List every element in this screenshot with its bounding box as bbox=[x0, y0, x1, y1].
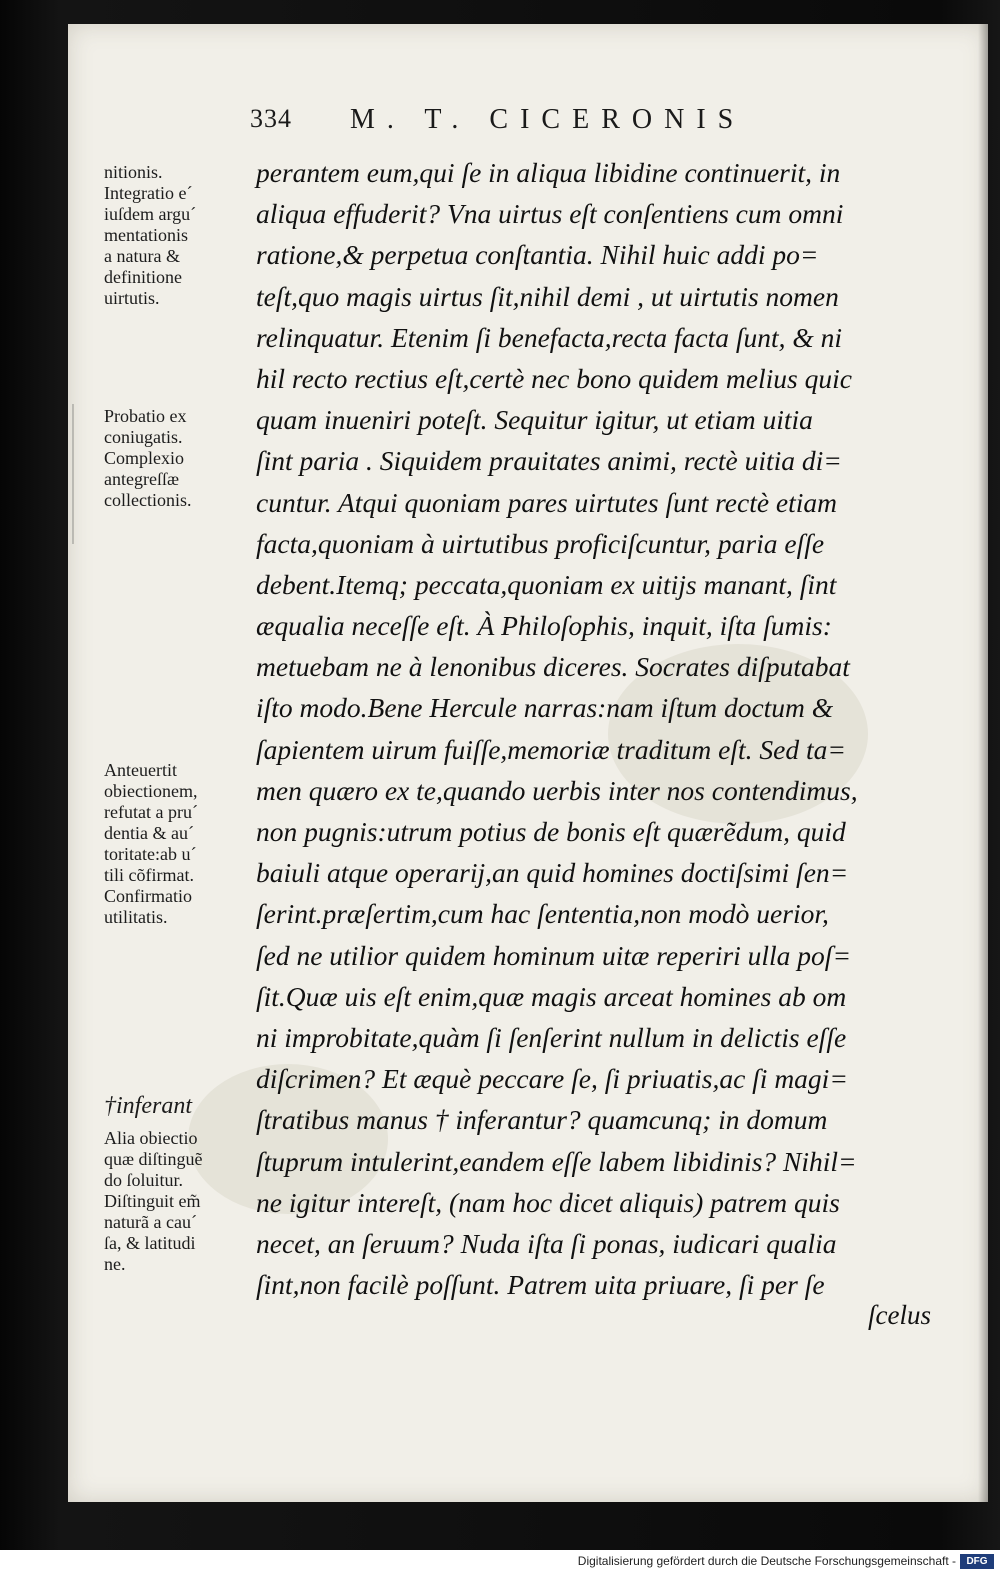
text-line: facta,quoniam à uirtutibus proficiſcuntur, paria eſſe bbox=[256, 527, 825, 559]
text-line: ſerint.præſertim,cum hac ſententia,non modò uerior, bbox=[256, 898, 829, 930]
text-line: ni improbitate,quàm ſi ſenſerint nullum in delictis eſſe bbox=[256, 1021, 847, 1053]
running-head bbox=[250, 104, 870, 144]
margin-note-line: Probatio ex bbox=[104, 406, 187, 426]
margin-note-line: toritate:ab u´ bbox=[104, 844, 197, 864]
margin-note-line: quæ diſtinguẽ bbox=[104, 1149, 203, 1169]
margin-note-line: antegreſſæ bbox=[104, 469, 179, 489]
text-line: iſto modo.Bene Hercule narras:nam iſtum doctum & bbox=[256, 692, 834, 724]
margin-note-variant bbox=[104, 1092, 264, 1120]
page-number: 334 bbox=[250, 104, 292, 133]
margin-note-line: collectionis. bbox=[104, 490, 192, 510]
margin-note-line: dentia & au´ bbox=[104, 823, 194, 843]
text-line: teſt,quo magis uirtus ſit,nihil demi , ut uirtutis nomen bbox=[256, 280, 839, 312]
margin-note bbox=[104, 760, 264, 928]
book-page bbox=[68, 24, 988, 1502]
text-line: cuntur. Atqui quoniam pares uirtutes ſunt rectè etiam bbox=[256, 486, 838, 518]
text-line: men quæro ex te,quando uerbis inter nos contendimus, bbox=[256, 774, 858, 806]
text-line: ſint,non facilè poſſunt. Patrem uita priuare, ſi per ſe bbox=[256, 1269, 825, 1301]
margin-note-line: ſa, & latitudi bbox=[104, 1233, 196, 1253]
margin-note-line: uirtutis. bbox=[104, 288, 160, 308]
margin-note-line: Complexio bbox=[104, 448, 184, 468]
text-line: ſtuprum intulerint,eandem eſſe labem libidinis? Nihil= bbox=[256, 1145, 857, 1177]
text-line: diſcrimen? Et æquè peccare ſe, ſi priuatis,ac ſi magi= bbox=[256, 1063, 848, 1095]
text-line: ne igitur intereſt, (nam hoc dicet aliquis) patrem quis bbox=[256, 1186, 840, 1218]
margin-note-line: obiectionem, bbox=[104, 781, 198, 801]
margin-note-line: Confirmatio bbox=[104, 886, 192, 906]
main-text-block bbox=[256, 152, 946, 1305]
running-head-title: M. T. CICERONIS bbox=[350, 104, 746, 135]
catchword: ſcelus bbox=[868, 1300, 931, 1330]
text-line: baiuli atque operarij,an quid homines doctiſsimi ſen= bbox=[256, 857, 849, 889]
margin-notes bbox=[104, 162, 264, 1322]
margin-note-line: refutat a pru´ bbox=[104, 802, 198, 822]
text-line: ſapientem uirum fuiſſe,memoriæ traditum eſt. Sed ta= bbox=[256, 733, 846, 765]
margin-note-line: utilitatis. bbox=[104, 907, 168, 927]
text-line: hil recto rectius eſt,certè nec bono quidem melius quic bbox=[256, 362, 852, 394]
text-line: relinquatur. Etenim ſi benefacta,recta facta ſunt, & ni bbox=[256, 321, 843, 353]
margin-note-line: Integratio e´ bbox=[104, 183, 193, 203]
text-line: ſint paria . Siquidem prauitates animi, rectè uitia di= bbox=[256, 445, 842, 477]
text-line: ratione,& perpetua conſtantia. Nihil huic addi po= bbox=[256, 239, 819, 271]
margin-note-line: coniugatis. bbox=[104, 427, 183, 447]
margin-note-line: mentationis bbox=[104, 225, 188, 245]
text-line: debent.Itemq; peccata,quoniam ex uitijs manant, ſint bbox=[256, 568, 837, 600]
margin-note-line: iuſdem argu´ bbox=[104, 204, 197, 224]
margin-note-line: ne. bbox=[104, 1254, 126, 1274]
margin-note-line: Diſtinguit em̃ bbox=[104, 1191, 201, 1211]
margin-note-line: do ſoluitur. bbox=[104, 1170, 184, 1190]
text-line: æqualia neceſſe eſt. À Philoſophis, inquit, iſta ſumis: bbox=[256, 610, 832, 642]
text-line: ſed ne utilior quidem hominum uitæ reperiri ulla poſ= bbox=[256, 939, 852, 971]
dfg-logo-icon: DFG bbox=[960, 1554, 994, 1569]
text-line: aliqua effuderit? Vna uirtus eſt conſentiens cum omni bbox=[256, 198, 844, 230]
margin-note-line: nitionis. bbox=[104, 162, 163, 182]
margin-note-line: naturã a cau´ bbox=[104, 1212, 197, 1232]
margin-note-line: †inferant bbox=[104, 1093, 192, 1119]
page-edge-shadow bbox=[978, 24, 988, 1502]
funding-text: Digitalisierung gefördert durch die Deutsche Forschungsgemeinschaft - bbox=[577, 1554, 956, 1568]
text-line: quam inueniri poteſt. Sequitur igitur, ut etiam uitia bbox=[256, 404, 813, 436]
margin-note-line: definitione bbox=[104, 267, 182, 287]
margin-note-line: tili cõfirmat. bbox=[104, 865, 194, 885]
text-line: ſit.Quæ uis eſt enim,quæ magis arceat homines ab om bbox=[256, 980, 847, 1012]
margin-note-line: Anteuertit bbox=[104, 760, 177, 780]
text-line: non pugnis:utrum potius de bonis eſt quærẽdum, quid bbox=[256, 816, 846, 847]
text-line: ſtratibus manus † inferantur? quamcunq; in domum bbox=[256, 1104, 828, 1136]
funding-footer bbox=[0, 1550, 1000, 1573]
margin-note-line: a natura & bbox=[104, 246, 180, 266]
text-line: necet, an ſeruum? Nuda iſta ſi ponas, iudicari qualia bbox=[256, 1227, 837, 1259]
margin-note bbox=[104, 406, 264, 511]
margin-note-line: Alia obiectio bbox=[104, 1128, 198, 1148]
text-line: metuebam ne à lenonibus diceres. Socrates diſputabat bbox=[256, 651, 850, 683]
margin-note bbox=[104, 1128, 264, 1275]
margin-note bbox=[104, 162, 264, 309]
gutter-shadow bbox=[72, 404, 74, 544]
text-line: perantem eum,qui ſe in aliqua libidine continuerit, in bbox=[256, 157, 841, 188]
